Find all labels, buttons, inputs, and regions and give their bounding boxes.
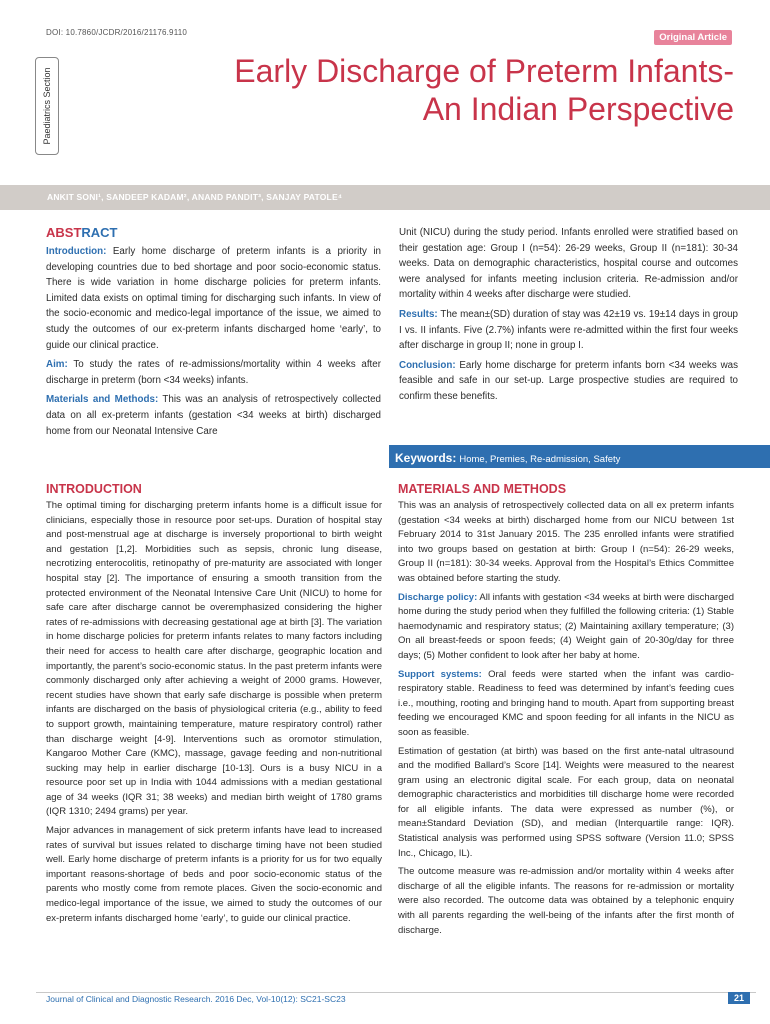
abstract-left-column [36, 214, 389, 439]
abstract-results-label: Results: [399, 308, 438, 320]
discharge-policy-text: All infants with gestation <34 weeks at birth were discharged home during the study period when they fulfilled the following criteria: (1) Stable haemodynamic and respiratory status; (2) Maintaining axillary temperature; (3) On all breast-feeds or spoon feeds; (4) Weight gain of 20-30g/day for three days; (5) Mother confident to look after her baby at home. [398, 591, 734, 661]
keywords-label: Keywords: [395, 451, 457, 465]
methods-heading: MATERIALS AND METHODS [398, 482, 567, 496]
keywords-value: Home, Premies, Re-admission, Safety [459, 454, 621, 465]
article-title [174, 52, 734, 128]
support-systems-text: Oral feeds were started when the infant was cardio-respiratory stable. Readiness to feed was determined by infant’s feeding cues i.e., mouthing, rooting and bringing hand to mouth. Apart from supporting breast feeding we encouraged KMC and spoon feeding for all infants in the NICU as soon as feasible. [398, 668, 734, 738]
abstract-heading-part2: RACT [81, 225, 118, 240]
keywords-bar [389, 445, 770, 468]
doi-text: DOI: 10.7860/JCDR/2016/21176.9110 [46, 28, 188, 37]
abstract-aim [46, 357, 381, 388]
abstract-conclusion-label: Conclusion: [399, 359, 456, 371]
introduction-paragraph-1: The optimal timing for discharging preterm infants home is a difficult issue for clinicians, especially those in resource poor set-ups. Duration of hospital stay and post-menstrual age at discharge is inversely proportional to birth weight and gestation [1,2]. Morbidities such as sepsis, chronic lung disease, necrotizing enterocolitis, retinopathy of pre-maturity are associated with longer hospital stay [2]. The importance of ensuring a smooth transition from the protected environment of the Neonatal Intensive Care Unit (NICU) to home for safe care after discharge cannot be overemphasized considering the higher rates of re-admissions with decreasing gestational age at birth [3]. The variation in home discharge policies for preterm infants relates to many factors including their need for access to health care after discharge, geographic location and importantly, the parent’s socio-economic status. In the past preterm infants were commonly discharged only after achieving a weight of 2000 grams. However, recent studies have shown that early safe discharge is possible when preterm infants are discharged on the basis of physiological criteria (e.g., ability to feed to support growth, maintaining temperature, mature respiratory control) rather than discharge weight [4-9]. Interventions such as oromotor stimulation, Kangaroo Mother Care (KMC), massage, gavage feeding and non-nutritional sucking may help in earlier discharge [10-13]. Ours is a busy NICU in a resource poor set up in India with 1044 admissions with a median gestational age of 34 weeks (IQR 31; 38 weeks) and median birth weight of 1780 grams (IQR 1310; 2494 grams) per year. [46, 500, 383, 818]
abstract-introduction [46, 244, 381, 353]
abstract-results [399, 307, 738, 354]
title-line-2: An Indian Perspective [422, 91, 734, 127]
journal-citation: Journal of Clinical and Diagnostic Research. 2016 Dec, Vol-10(12): SC21-SC23 [46, 994, 346, 1004]
abstract-conclusion-text: Early home discharge for preterm infants born <34 weeks was feasible and safe in our set-up. Large prospective studies are required to confirm these benefits. [399, 359, 738, 402]
abstract-methods-label: Materials and Methods: [46, 394, 159, 406]
authors-list: ANKIT SONI¹, SANDEEP KADAM², ANAND PANDIT³, SANJAY PATOLE⁴ [47, 192, 343, 202]
methods-paragraph-3: The outcome measure was re-admission and/or mortality within 4 weeks after discharge of all the eligible infants. The reasons for re-admission or mortality were also recorded. The outcome data was obtained by a telephonic enquiry with all parents regarding the well-being of the infants after the first month of discharge. [398, 866, 734, 936]
title-line-1: Early Discharge of Preterm Infants- [234, 53, 734, 89]
abstract-conclusion [399, 358, 738, 405]
abstract-methods-continued: Unit (NICU) during the study period. Infants enrolled were stratified based on their gestation age: Group I (n=54): 26-29 weeks, Group II (n=181): 30-34 weeks. Data on demographic characteristics, hospital course and outcomes were analysed for infants meeting inclusion criteria. Re-admission and/or mortality within 4 weeks after discharge were studied. [399, 227, 738, 301]
discharge-policy-paragraph [398, 591, 734, 664]
section-tab [35, 57, 59, 155]
abstract-heading-part1: ABST [46, 225, 82, 240]
abstract-heading [46, 225, 381, 240]
original-article-badge: Original Article [654, 30, 732, 45]
introduction-heading: INTRODUCTION [46, 482, 142, 496]
abstract-introduction-label: Introduction: [46, 246, 107, 257]
section-label: Paediatrics Section [42, 67, 52, 145]
abstract-aim-text: To study the rates of re-admissions/mortality within 4 weeks after discharge in preterm (born <34 weeks) infants. [46, 359, 381, 386]
support-systems-paragraph [398, 668, 734, 741]
methods-section [398, 482, 734, 942]
page-number: 21 [728, 992, 750, 1004]
methods-paragraph-2: Estimation of gestation (at birth) was based on the first ante-natal ultrasound and the modified Ballard’s Score [14]. Weights were measured to the nearest gram using an electronic digital scale. For each group, data on neonatal demographic characteristics and morbidities till discharge home were recorded for all eligible infants. The data were expressed as number (%), or mean±Standard Deviation (SD), and median (Interquartile range: IQR). Statistical analysis was performed using SPSS software (Version 11.0; SPSS Inc., Chicago, IL). [398, 745, 734, 859]
abstract-aim-label: Aim: [46, 359, 68, 371]
footer-divider [36, 992, 756, 993]
introduction-section [46, 482, 382, 930]
methods-paragraph-1: This was an analysis of retrospectively collected data on all ex preterm infants (gestation <34 weeks at birth) discharged home from our NICU between 1st February 2014 to 31st January 2015. The 235 enrolled infants were stratified into two groups based on gestation at birth: Group I (n=54): 26-29 weeks, Group II (n=181): 30-34 weeks. Approval from the Hospital’s Ethics Committee was obtained before starting the study. [398, 500, 734, 584]
support-systems-label: Support systems: [398, 668, 482, 680]
abstract-introduction-text: Early home discharge of preterm infants is a priority in developing countries due to bed shortage and poor socio-economic status. There is wide variation in home discharge policies for preterm infants. Limited data exists on optimal timing for discharging such infants. In view of the socio-economic and medico-legal importance of the issue, we aimed to study the outcomes of our ex-preterm infants discharged home ‘early’, to guide our clinical practice. [46, 246, 381, 351]
abstract-methods-text: This was an analysis of retrospectively collected data on all ex-preterm infants (gestation <34 weeks at birth) discharged home from our Neonatal Intensive Care [46, 394, 382, 437]
discharge-policy-label: Discharge policy: [398, 591, 478, 603]
abstract-results-text: The mean±(SD) duration of stay was 42±19 vs. 19±14 days in group I vs. II infants. Five (2.7%) infants were re-admitted within the first four weeks after discharge in group II; none in group I. [399, 308, 738, 352]
introduction-paragraph-2: Major advances in management of sick preterm infants have lead to increased rates of survival but issues related to discharge timing have not been studied well. Early home discharge of preterm infants is a priority for us for two equally important reasons-shortage of beds and poor socio-economic status of the parents who mostly come from remote places. Given the socio-economic and medico-legal importance of the issue, we aimed to study the outcomes of our ex-preterm infants discharged home ‘early’, to guide our clinical practice. [46, 825, 382, 924]
abstract-right-column [389, 214, 770, 439]
authors-bar [0, 185, 770, 210]
abstract-methods [46, 392, 381, 439]
